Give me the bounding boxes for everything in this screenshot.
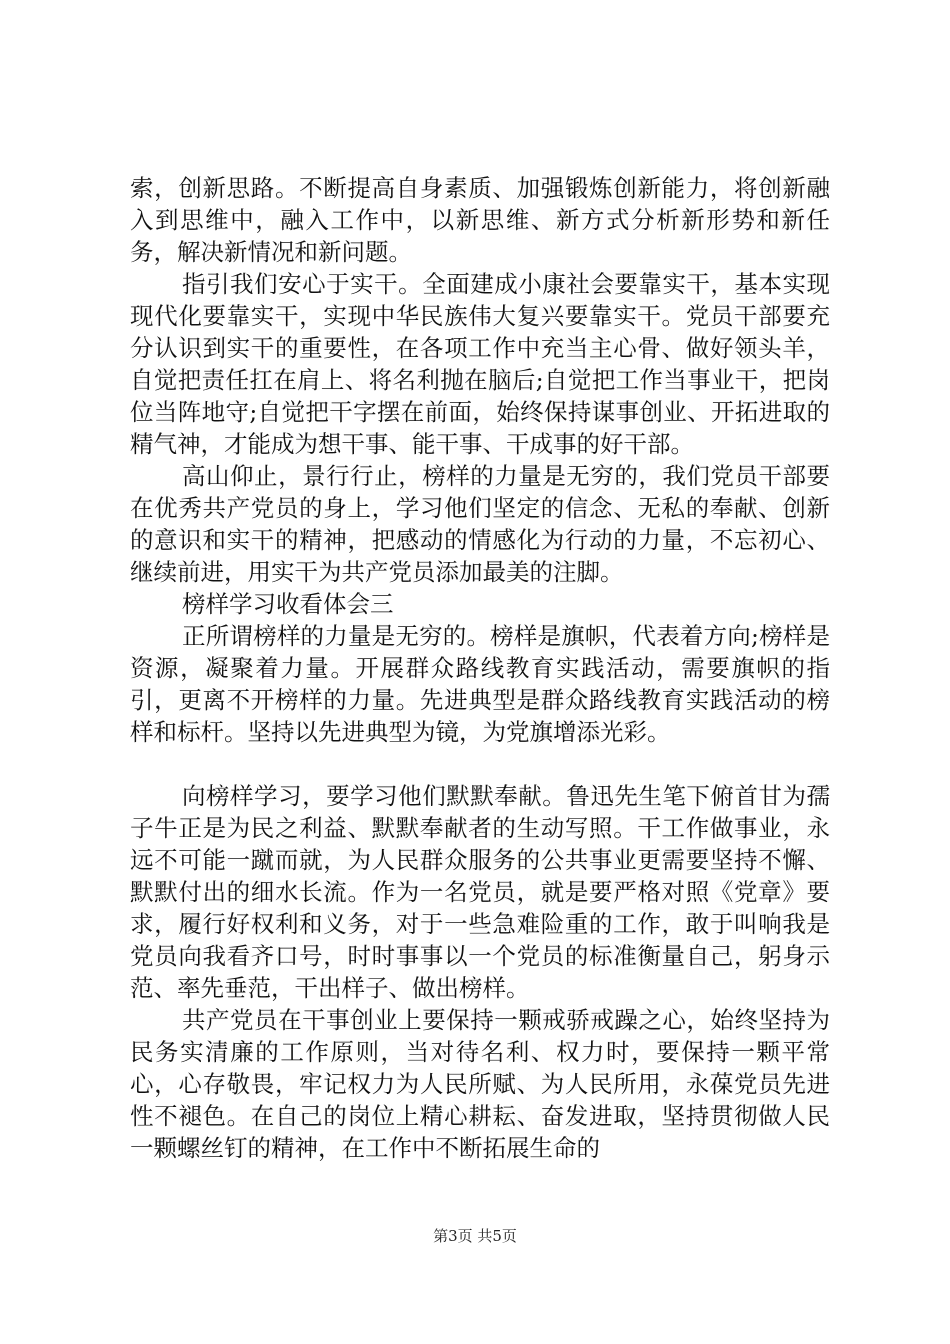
paragraph-role-model-power: 高山仰止，景行行止，榜样的力量是无穷的，我们党员干部要在优秀共产党员的身上，学习他们坚定的信念、无私的奉献、创新的意识和实干的精神，把感动的情感化为行动的力量，不忘初心、继续前进，用实干为共产党员添加最美的注脚。 bbox=[130, 462, 830, 586]
paragraph-silent-dedication: 向榜样学习，要学习他们默默奉献。鲁迅先生笔下俯首甘为孺子牛正是为民之利益、默默奉献者的生动写照。干工作做事业，永远不可能一蹴而就，为人民群众服务的公共事业更需要坚持不懈、默默付出的细水长流。作为一名党员，就是要严格对照《党章》要求，履行好权利和义务，对于一些急难险重的工作，敢于叫响我是党员向我看齐口号，时时事事以一个党员的标准衡量自己，躬身示范、率先垂范，干出样子、做出榜样。 bbox=[130, 782, 830, 1002]
paragraph-practical-work: 指引我们安心于实干。全面建成小康社会要靠实干，基本实现现代化要靠实干，实现中华民族伟大复兴要靠实干。党员干部要充分认识到实干的重要性，在各项工作中充当主心骨、做好领头羊，自觉把责任扛在肩上、将名利抛在脑后;自觉把工作当事业干，把岗位当阵地守;自觉把干字摆在前面，始终保持谋事创业、开拓进取的精气神，才能成为想干事、能干事、干成事的好干部。 bbox=[130, 270, 830, 458]
paragraph-continuation: 索，创新思路。不断提高自身素质、加强锻炼创新能力，将创新融入到思维中，融入工作中，以新思维、新方式分析新形势和新任务，解决新情况和新问题。 bbox=[130, 174, 830, 266]
paragraph-party-member-attitude: 共产党员在干事创业上要保持一颗戒骄戒躁之心，始终坚持为民务实清廉的工作原则，当对待名利、权力时，要保持一颗平常心，心存敬畏，牢记权力为人民所赋、为人民所用，永葆党员先进性不褪色。在自己的岗位上精心耕耘、奋发进取，坚持贯彻做人民一颗螺丝钉的精神，在工作中不断拓展生命的 bbox=[130, 1006, 830, 1162]
paragraph-gap bbox=[130, 748, 830, 780]
page-number-footer: 第3页 共5页 bbox=[433, 1227, 517, 1245]
paragraph-banner-direction: 正所谓榜样的力量是无穷的。榜样是旗帜，代表着方向;榜样是资源，凝聚着力量。开展群众路线教育实践活动，需要旗帜的指引，更离不开榜样的力量。先进典型是群众路线教育实践活动的榜样和标杆。坚持以先进典型为镜，为党旗增添光彩。 bbox=[130, 622, 830, 746]
section-heading: 榜样学习收看体会三 bbox=[182, 590, 394, 618]
document-body bbox=[130, 172, 830, 1164]
